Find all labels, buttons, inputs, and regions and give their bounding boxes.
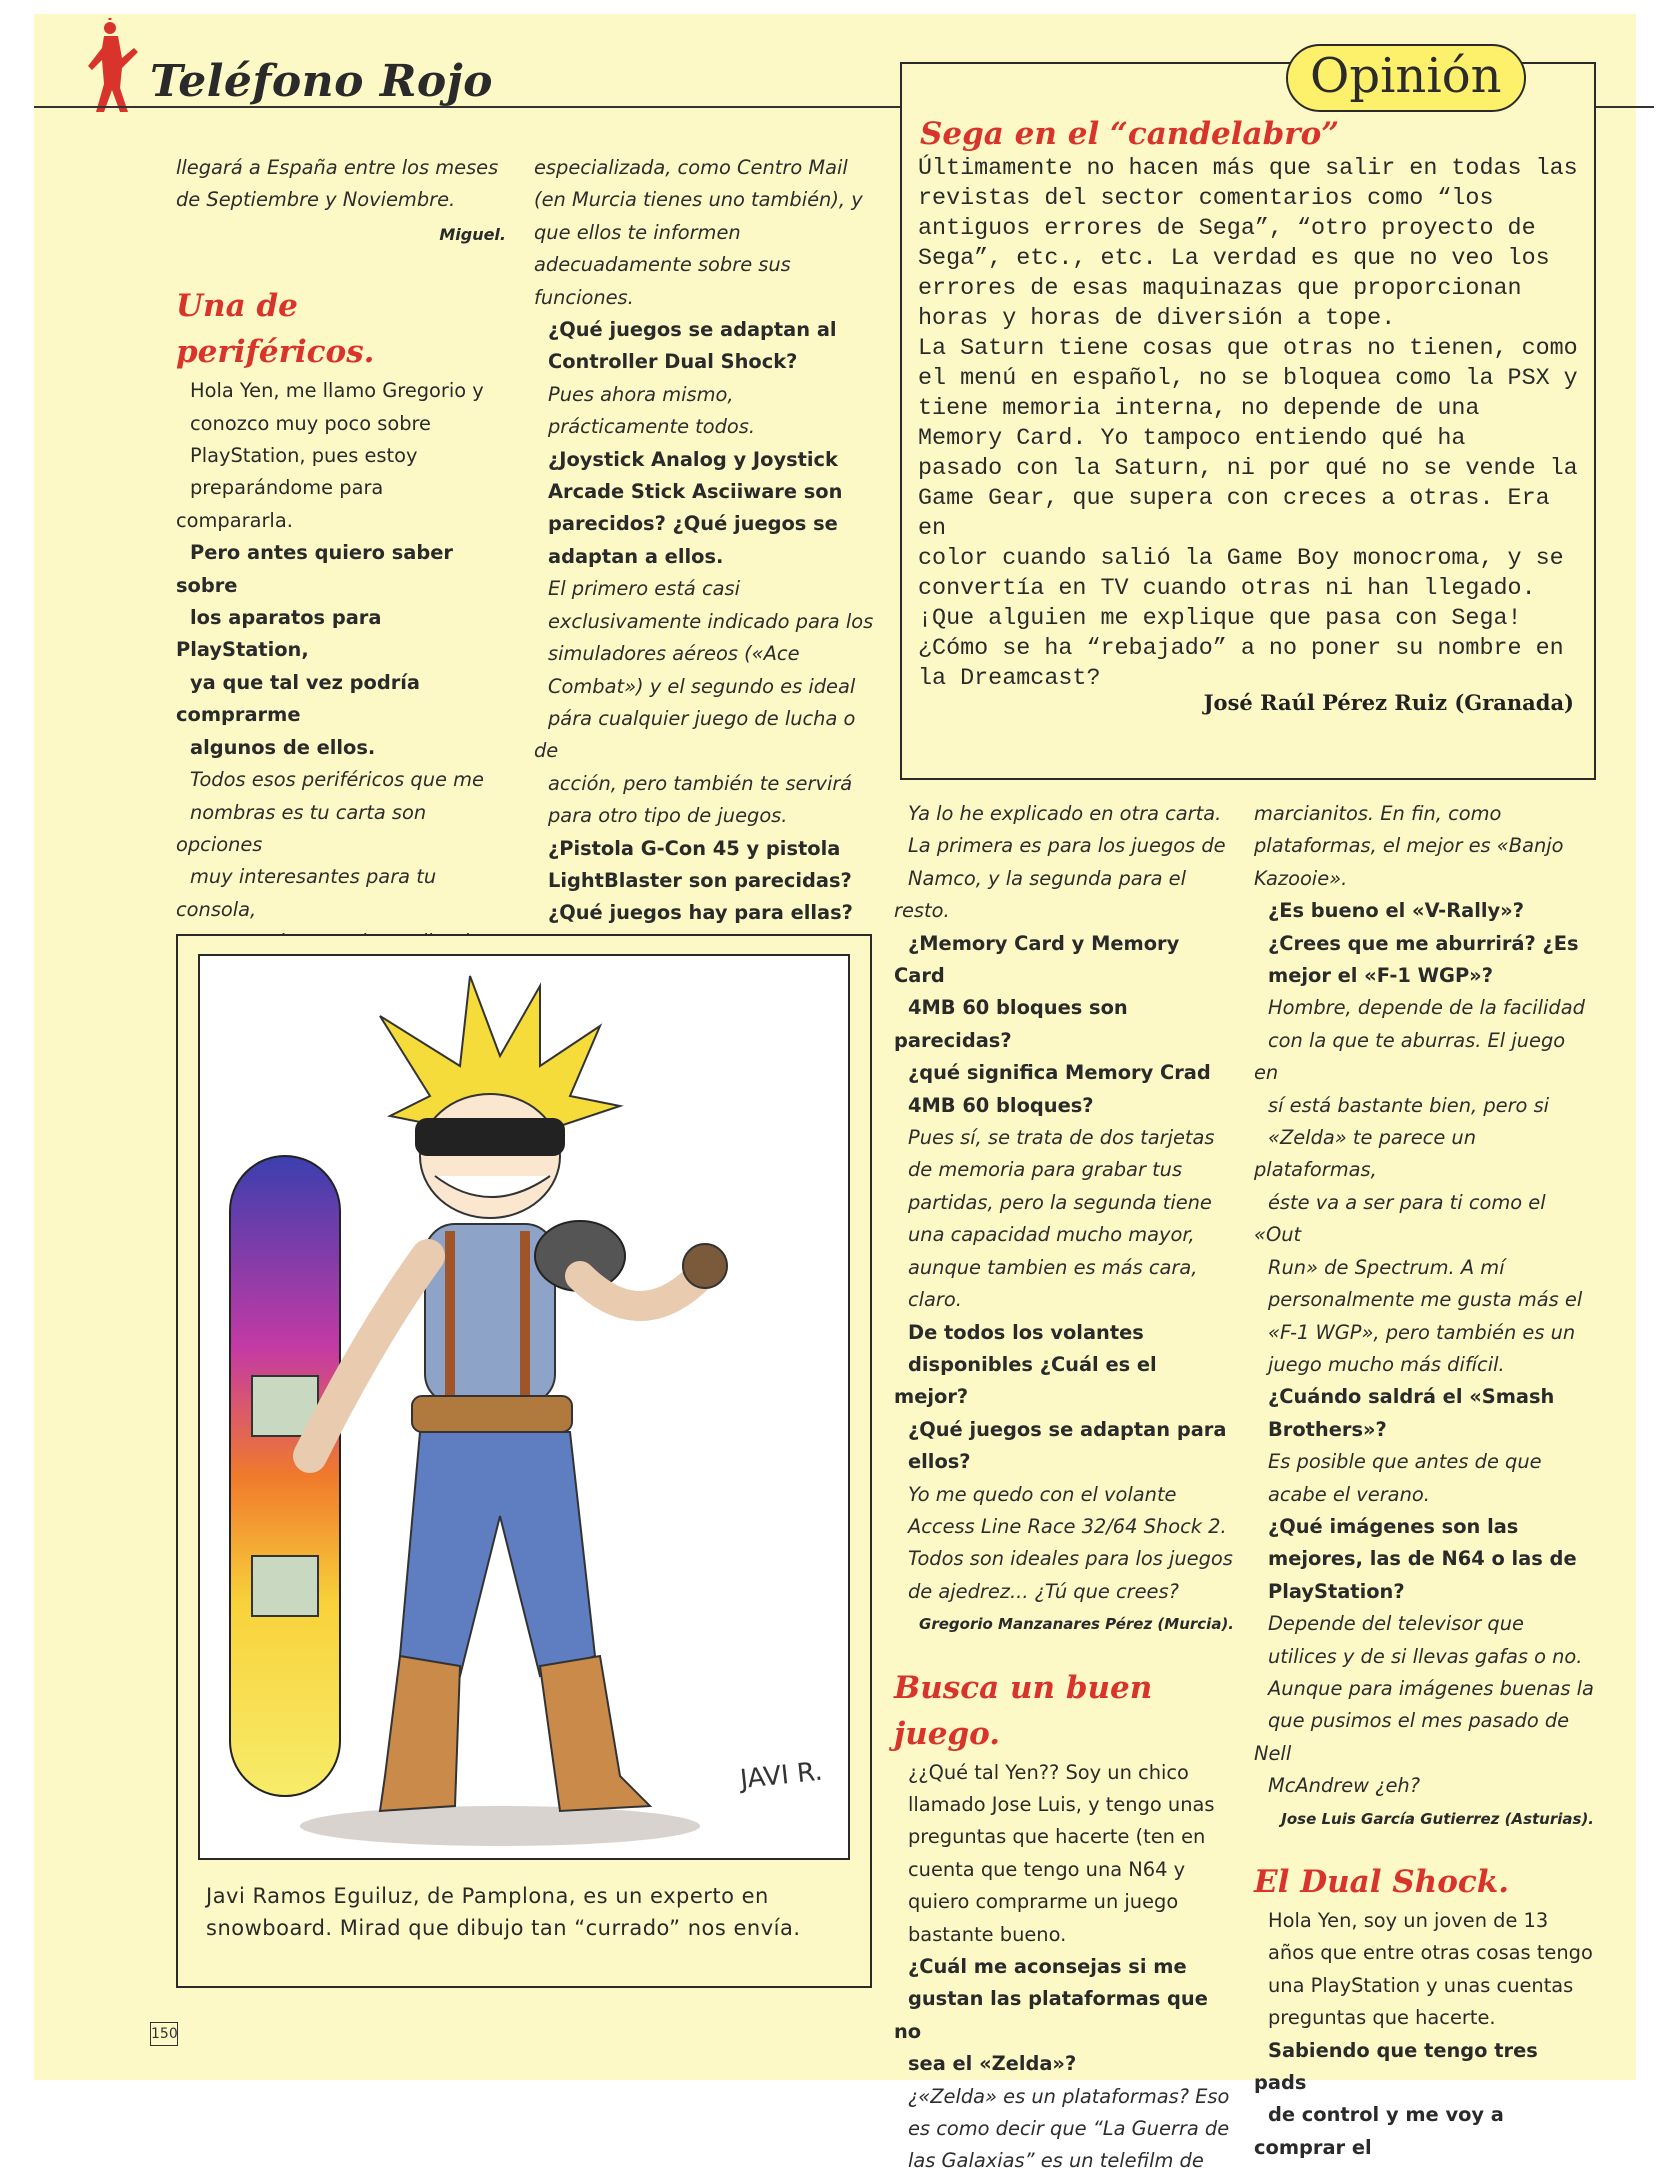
opinion-line: ¡Que alguien me explique que pasa con Sega! (918, 606, 1522, 632)
text-line: claro. (908, 1288, 962, 1312)
letter-signature: Jose Luis García Gutierrez (Asturias). (1281, 1809, 1594, 1828)
column-4 (1254, 798, 1594, 2164)
text-line: Todos esos periféricos que me (190, 768, 484, 792)
text-line: es como decir que “La Guerra de (908, 2117, 1230, 2141)
snowboard (230, 1156, 340, 1796)
text-line: años que entre otras cosas tengo (1268, 1941, 1593, 1965)
text-line: snowboard. Mirad que dibujo tan “currado” nos envía. (206, 1916, 801, 1940)
opinion-line: convertía en TV cuando otras ni han llegado. (918, 576, 1536, 602)
question (1254, 2035, 1594, 2165)
text-line: aunque tambien es más cara, (908, 1255, 1198, 1279)
intro-signature: Miguel. (439, 224, 506, 244)
text-line: McAndrew ¿eh? (1268, 1774, 1420, 1798)
opinion-line: la Dreamcast? (918, 666, 1101, 692)
text-line: Javi Ramos Eguiluz, de Pamplona, es un experto en (206, 1884, 769, 1908)
answer (1254, 1446, 1594, 1511)
text-line: Depende del televisor que (1268, 1612, 1524, 1636)
intro-text (176, 152, 506, 217)
answer (894, 1122, 1234, 1316)
opinion-line: antiguos errores de Sega”, “otro proyecto de (918, 216, 1536, 242)
page-number: 150 (150, 2022, 178, 2046)
opinion-line: el menú en español, no se bloquea como la PSX y (918, 366, 1578, 392)
opinion-line: color cuando salió la Game Boy monocroma, y se (918, 546, 1564, 572)
letter-signature: Gregorio Manzanares Pérez (Murcia). (919, 1615, 1234, 1634)
text-line: Pero antes quiero saber sobre (176, 541, 453, 597)
text-line: gustan las plataformas que no (894, 1987, 1208, 2043)
text-line: adaptan a ellos. (548, 544, 724, 568)
text-line: plataformas, el mejor es «Banjo (1254, 834, 1564, 858)
text-line: conozco muy poco sobre (190, 411, 431, 435)
text-line: Controller Dual Shock? (548, 350, 798, 374)
text-line: «Zelda» te parece un plataformas, (1254, 1126, 1477, 1182)
text-line: PlayStation, pues estoy (190, 444, 418, 468)
text-line: marcianitos. En fin, como (1254, 802, 1502, 825)
question (894, 1317, 1234, 1479)
text-line: funciones. (534, 285, 634, 309)
text-line: que pusimos el mes pasado de Nell (1254, 1709, 1570, 1765)
text-line: prácticamente todos. (548, 415, 756, 439)
column-3 (894, 798, 1234, 2178)
text-line: con la que te aburras. El juego en (1254, 1028, 1566, 1085)
text-line: éste va a ser para ti como el «Out (1254, 1190, 1546, 1247)
text-line: Pues ahora mismo, (548, 382, 734, 406)
text-line: ¿Qué imágenes son las (1268, 1514, 1519, 1538)
opinion-signature: José Raúl Pérez Ruiz (Granada) (1203, 690, 1574, 715)
opinion-line: Memory Card. Yo tampoco entiendo qué ha (918, 426, 1466, 452)
text-line: Hola Yen, me llamo Gregorio y (190, 379, 484, 403)
text-line: las Galaxias” es un telefilm de (908, 2149, 1204, 2173)
opinion-line: revistas del sector comentarios como “los (918, 186, 1494, 212)
paragraph (1254, 1905, 1594, 2035)
answer (894, 798, 1234, 928)
text-line: llegará a España entre los meses (176, 156, 499, 179)
text-line: «F-1 WGP», pero también es un (1268, 1320, 1576, 1344)
text-line: ¿Qué juegos se adaptan para (908, 1417, 1227, 1441)
answer (534, 379, 874, 444)
text-line: utilices y de si llevas gafas o no. (1268, 1644, 1583, 1668)
text-line: ¿Es bueno el «V-Rally»? (1268, 899, 1524, 923)
text-line: que ellos te informen (534, 220, 741, 244)
text-line: Brothers»? (1268, 1417, 1387, 1441)
question (1254, 1511, 1594, 1608)
text-line: una PlayStation y unas cuentas (1268, 1973, 1574, 1997)
text-line: ¿Pistola G-Con 45 y pistola (548, 836, 841, 860)
text-line: Sabiendo que tengo tres pads (1254, 2038, 1538, 2095)
text-line: de Septiembre y Noviembre. (176, 188, 456, 212)
text-line: preguntas que hacerte (ten en (908, 1825, 1206, 1849)
text-line: una capacidad mucho mayor, (908, 1223, 1195, 1247)
text-line: exclusivamente indicado para los (548, 609, 874, 633)
opinion-line: Últimamente no hacen más que salir en todas las (918, 156, 1578, 182)
text-line: acción, pero también te servirá (548, 771, 853, 795)
text-line: ¿qué significa Memory Crad (908, 1061, 1211, 1085)
answer (1254, 1608, 1594, 1802)
text-line: Yo me quedo con el volante (908, 1482, 1177, 1506)
text-line: ¿Qué juegos se adaptan al (548, 318, 837, 342)
text-line: para otro tipo de juegos. (548, 804, 788, 828)
opinion-line: La Saturn tiene cosas que otras no tienen, como (918, 336, 1578, 362)
answer (894, 2081, 1234, 2178)
text-line: ¿¿Qué tal Yen?? Soy un chico (908, 1760, 1189, 1784)
paragraph (176, 375, 506, 537)
section-brand-title: Teléfono Rojo (150, 56, 494, 107)
text-line: ya que tal vez podría comprarme (176, 670, 421, 727)
drawing-caption (206, 1880, 842, 1944)
text-line: ¿Cuándo saldrá el «Smash (1268, 1385, 1555, 1409)
text-line: de ajedrez... ¿Tú que crees? (908, 1579, 1179, 1603)
red-phone-figure-icon (88, 18, 148, 114)
opinion-line: pasado con la Saturn, ni por qué no se vende la (918, 456, 1578, 482)
text-line: algunos de ellos. (190, 735, 376, 759)
text-line: de control y me voy a comprar el (1254, 2103, 1504, 2159)
text-line: acabe el verano. (1268, 1482, 1430, 1506)
question (1254, 895, 1594, 992)
text-line: sea el «Zelda»? (908, 2052, 1077, 2076)
opinion-line: errores de esas maquinazas que proporcionan (918, 276, 1522, 302)
text-line: El primero está casi (548, 577, 741, 601)
heading-dual-shock: El Dual Shock. (1254, 1864, 1510, 1900)
heading-perifericos: Una de periféricos. (176, 288, 375, 371)
text-line: ¿Qué juegos hay para ellas? (548, 901, 853, 925)
opinion-line: ¿Cómo se ha “rebajado” a no poner su nombre en (918, 636, 1564, 662)
text-line: PlayStation? (1268, 1579, 1405, 1603)
answer (894, 1479, 1234, 1609)
opinion-title: Sega en el “candelabro” (920, 116, 1340, 152)
text-line: Namco, y la segunda para el resto. (894, 866, 1187, 923)
text-line: preparándome para compararla. (176, 476, 384, 532)
reader-drawing (198, 954, 850, 1860)
question (534, 833, 874, 930)
text-line: quiero comprarme un juego (908, 1890, 1179, 1914)
text-line: nombras es tu carta son opciones (176, 800, 427, 856)
question (534, 314, 874, 379)
text-line: ¿Crees que me aburrirá? ¿Es (1268, 931, 1579, 955)
text-line: disponibles ¿Cuál es el mejor? (894, 1352, 1157, 1409)
column-2 (534, 152, 874, 930)
text-line: preguntas que hacerte. (1268, 2006, 1496, 2030)
snowboarder-illustration (200, 956, 848, 1858)
text-line: Es posible que antes de que (1268, 1450, 1542, 1474)
text-line: Aunque para imágenes buenas la (1268, 1676, 1594, 1700)
answer (1254, 798, 1594, 895)
text-line: muy interesantes para tu consola, (176, 865, 437, 921)
text-line: juego mucho más difícil. (1268, 1352, 1505, 1376)
text-line: Access Line Race 32/64 Shock 2. (908, 1514, 1227, 1538)
text-line: 4MB 60 bloques? (908, 1093, 1094, 1117)
answer (534, 152, 874, 314)
text-line: 4MB 60 bloques son parecidas? (894, 996, 1128, 1052)
sunglasses (415, 1118, 565, 1156)
question (1254, 1381, 1594, 1446)
opinion-line: horas y horas de diversión a tope. (918, 306, 1396, 332)
text-line: de memoria para grabar tus (908, 1158, 1183, 1182)
text-line: mejores, las de N64 o las de (1268, 1547, 1577, 1571)
opinion-line: Sega”, etc., etc. La verdad es que no veo los (918, 246, 1550, 272)
text-line: cuenta que tengo una N64 y (908, 1857, 1186, 1881)
text-line: bastante bueno. (908, 1922, 1067, 1946)
text-line: los aparatos para PlayStation, (176, 606, 382, 662)
opinion-line: Game Gear, que supera con creces a otras. Era en (918, 486, 1550, 542)
text-line: ellos? (908, 1450, 971, 1474)
text-line: ¿«Zelda» es un plataformas? Eso (908, 2084, 1230, 2108)
text-line: ¿Memory Card y Memory Card (894, 931, 1180, 988)
text-line: La primera es para los juegos de (908, 834, 1226, 858)
text-line: Todos son ideales para los juegos (908, 1547, 1233, 1571)
text-line: Kazooie». (1254, 866, 1348, 890)
text-line: mejor el «F-1 WGP»? (1268, 964, 1493, 988)
paragraph (894, 1757, 1234, 1951)
text-line: (en Murcia tienes uno también), y (534, 188, 863, 212)
question (894, 928, 1234, 1122)
text-line: parecidos? ¿Qué juegos se (548, 512, 838, 536)
opinion-body (918, 154, 1582, 694)
heading-busca-juego: Busca un buen juego. (894, 1669, 1153, 1752)
text-line: Hola Yen, soy un joven de 13 (1268, 1909, 1549, 1932)
opinion-line: tiene memoria interna, no depende de una (918, 396, 1480, 422)
opinion-tab: Opinión (1286, 44, 1526, 112)
text-line: sí está bastante bien, pero si (1268, 1093, 1550, 1117)
text-line: Hombre, depende de la facilidad (1268, 996, 1585, 1020)
question (176, 537, 506, 764)
text-line: personalmente me gusta más el (1268, 1288, 1583, 1312)
text-line: simuladores aéreos («Ace (548, 642, 800, 666)
artist-signature: JAVI R. (738, 1756, 824, 1795)
text-line: De todos los volantes (908, 1320, 1144, 1344)
question (894, 1951, 1234, 2081)
text-line: Pues sí, se trata de dos tarjetas (908, 1126, 1215, 1150)
text-line: pára cualquier juego de lucha o de (534, 706, 856, 763)
text-line: partidas, pero la segunda tiene (908, 1190, 1212, 1214)
text-line: llamado Jose Luis, y tengo unas (908, 1792, 1215, 1816)
answer (534, 573, 874, 832)
text-line: ¿Joystick Analog y Joystick (548, 447, 838, 471)
text-line: LightBlaster son parecidas? (548, 868, 852, 892)
text-line: Combat») y el segundo es ideal (548, 674, 856, 698)
question (534, 444, 874, 574)
text-line: especializada, como Centro Mail (534, 156, 848, 179)
text-line: Run» de Spectrum. A mí (1268, 1255, 1505, 1279)
text-line: adecuadamente sobre sus (534, 253, 791, 277)
answer (1254, 992, 1594, 1381)
text-line: Ya lo he explicado en otra carta. (908, 802, 1222, 825)
text-line: ¿Cuál me aconsejas si me (908, 1955, 1187, 1978)
text-line: Arcade Stick Asciiware son (548, 480, 843, 504)
